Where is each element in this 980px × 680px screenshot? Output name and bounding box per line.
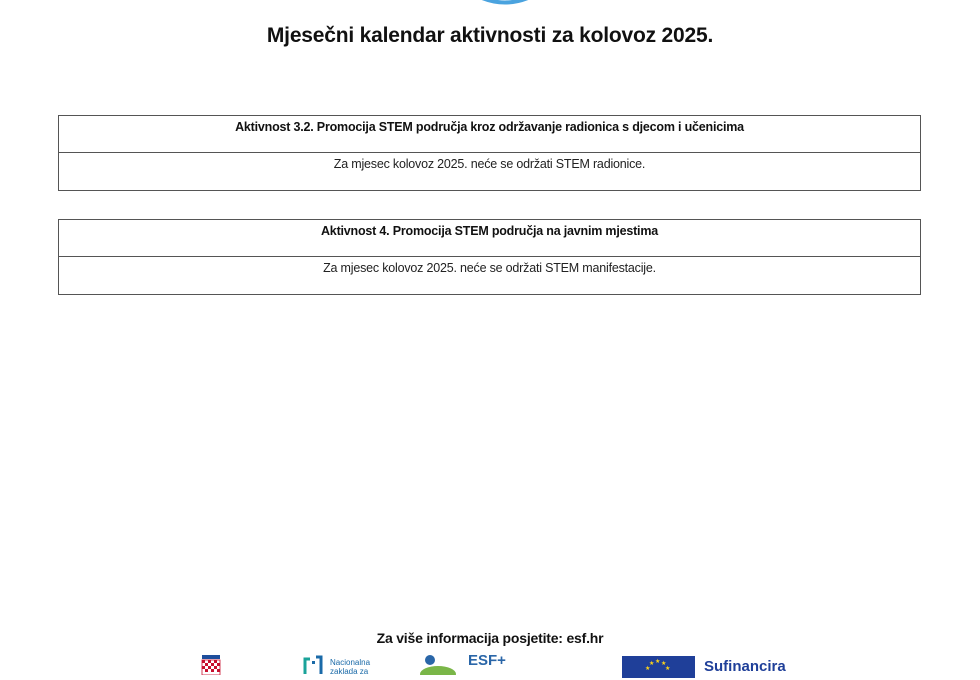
esf-plus-logo bbox=[420, 654, 520, 675]
logo-arc bbox=[460, 0, 550, 3]
top-logo bbox=[455, 0, 555, 10]
footer-logos bbox=[0, 654, 980, 675]
activity-heading: Aktivnost 4. Promocija STEM područja na javnim mjestima bbox=[59, 220, 920, 257]
activity-heading: Aktivnost 3.2. Promocija STEM područja kroz održavanje radionica s djecom i učenicima bbox=[59, 116, 920, 153]
croatia-coat-of-arms-icon bbox=[200, 654, 222, 675]
nz-text-line1: Nacionalna bbox=[330, 658, 371, 667]
svg-text:★: ★ bbox=[645, 665, 651, 672]
nz-mark-icon bbox=[302, 654, 326, 675]
esf-logo-text: ESF+ bbox=[468, 652, 506, 669]
eu-cofunded-logo bbox=[622, 654, 802, 675]
nz-logo-text bbox=[330, 658, 370, 676]
esf-figure-icon bbox=[420, 654, 466, 675]
page-title: Mjesečni kalendar aktivnosti za kolovoz 2025. bbox=[266, 24, 714, 47]
svg-text:★: ★ bbox=[655, 658, 661, 665]
activity-table bbox=[58, 219, 921, 295]
activity-note: Za mjesec kolovoz 2025. neće se održati STEM radionice. bbox=[333, 157, 646, 171]
activity-table bbox=[58, 115, 921, 191]
svg-text:★: ★ bbox=[649, 660, 655, 667]
footer-info: Za više informacija posjetite: esf.hr bbox=[376, 630, 604, 646]
svg-text:★: ★ bbox=[661, 660, 667, 667]
svg-text:★: ★ bbox=[665, 665, 671, 672]
activity-note: Za mjesec kolovoz 2025. neće se održati STEM manifestacije. bbox=[323, 261, 656, 275]
nacionalna-zaklada-logo bbox=[302, 654, 382, 675]
eu-logo-text: Sufinancira bbox=[704, 658, 786, 675]
nz-text-line2: zaklada za bbox=[330, 667, 369, 676]
